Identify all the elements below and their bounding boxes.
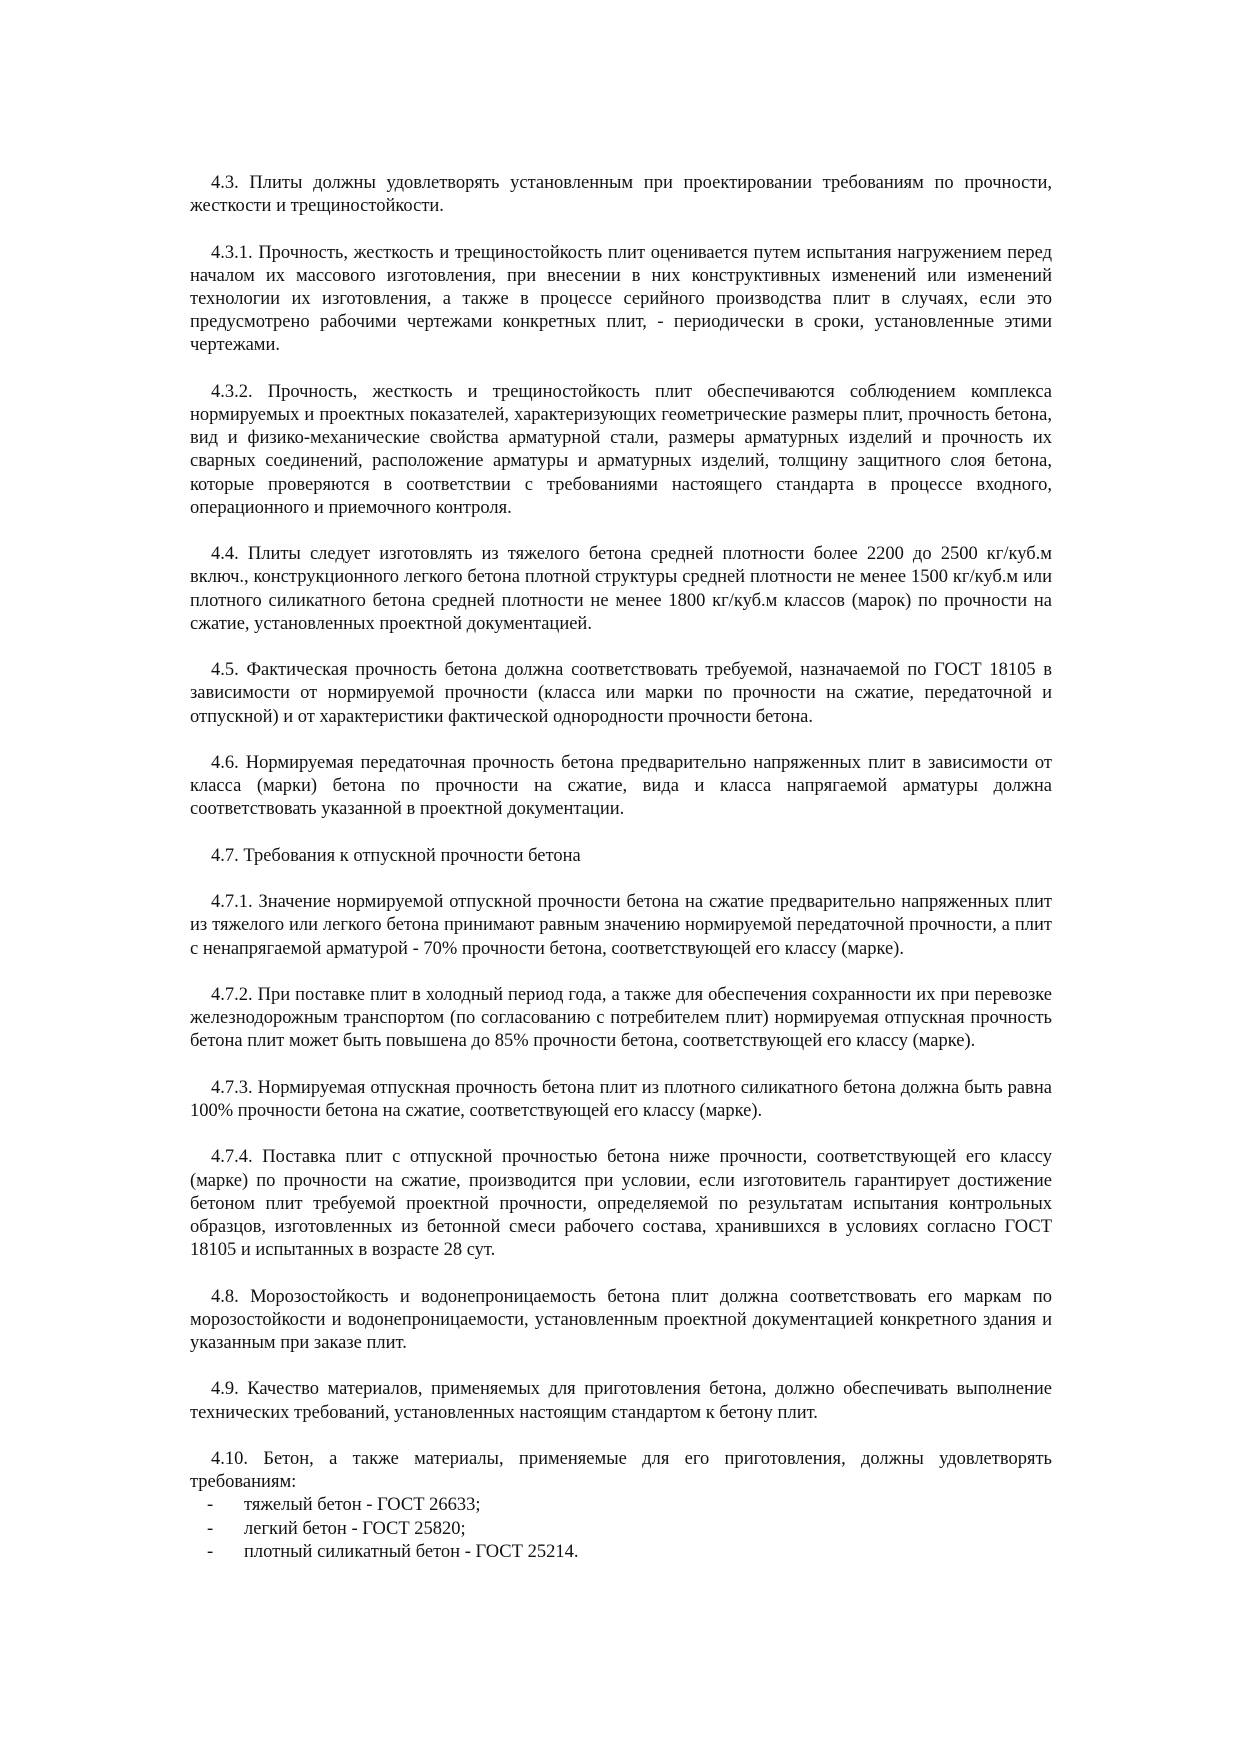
- paragraph-4-7-4: 4.7.4. Поставка плит с отпускной прочностью бетона ниже прочности, соответствующей его классу (марке) по прочности на сжатие, производится при условии, если изготовитель гарантирует достижение бетоном плит требуемой проектной прочности, определяемой по результатам испытания контрольных образцов, изготовленных из бетонной смеси рабочего состава, хранившихся в условиях согласно ГОСТ 18105 и испытанных в возрасте 28 сут.: [190, 1147, 1052, 1261]
- paragraph-4-5: 4.5. Фактическая прочность бетона должна соответствовать требуемой, назначаемой по ГОСТ 18105 в зависимости от нормируемой прочности (класса или марки по прочности на сжатие, передаточной и отпускной) и от характеристики фактической однородности прочности бетона.: [190, 660, 1052, 727]
- paragraph-4-4: 4.4. Плиты следует изготовлять из тяжелого бетона средней плотности более 2200 до 2500 кг/куб.м включ., конструкционного легкого бетона плотной структуры средней плотности не менее 1500 кг/куб.м или плотного силикатного бетона средней плотности не менее 1800 кг/куб.м классов (марок) по прочности на сжатие, установленных проектной документацией.: [190, 544, 1052, 634]
- list-item: [190, 1518, 1052, 1541]
- list-item: [190, 1494, 1052, 1517]
- paragraph-4-7-2: 4.7.2. При поставке плит в холодный период года, а также для обеспечения сохранности их при перевозке железнодорожным транспортом (по согласованию с потребителем плит) нормируемая отпускная прочность бетона плит может быть повышена до 85% прочности бетона, соответствующей его классу (марке).: [190, 984, 1052, 1052]
- list-item-text: плотный силикатный бетон - ГОСТ 25214.: [244, 1541, 579, 1562]
- paragraph-4-7-1: 4.7.1. Значение нормируемой отпускной прочности бетона на сжатие предварительно напряженных плит из тяжелого или легкого бетона принимают равным значению нормируемой передаточной прочности, а плит с ненапрягаемой арматурой - 70% прочности бетона, соответствующей его классу (марке).: [190, 892, 1052, 959]
- list-dash: -: [207, 1495, 214, 1516]
- paragraph-4-6: 4.6. Нормируемая передаточная прочность бетона предварительно напряженных плит в зависимости от класса (марки) бетона по прочности на сжатие, вида и класса напрягаемой арматуры должна соответствовать указанной в проектной документации.: [190, 753, 1052, 820]
- list-dash: -: [207, 1518, 214, 1539]
- list-item: [190, 1541, 1052, 1564]
- paragraph-4-7-3: 4.7.3. Нормируемая отпускная прочность бетона плит из плотного силикатного бетона должна быть равна 100% прочности бетона на сжатие, соответствующей его классу (марке).: [190, 1077, 1052, 1121]
- list-item-text: тяжелый бетон - ГОСТ 26633;: [244, 1495, 481, 1516]
- paragraph-4-3-1: 4.3.1. Прочность, жесткость и трещиностойкость плит оценивается путем испытания нагружением перед началом их массового изготовления, при внесении в них конструктивных изменений или изменений технологии их изготовления, а также в процессе серийного производства плит в случаях, если это предусмотрено рабочими чертежами конкретных плит, - периодически в сроки, установленные этими чертежами.: [190, 242, 1052, 356]
- paragraph-4-9: 4.9. Качество материалов, применяемых для приготовления бетона, должно обеспечивать выполнение технических требований, установленных настоящим стандартом к бетону плит.: [190, 1379, 1052, 1423]
- list-item-text: легкий бетон - ГОСТ 25820;: [244, 1518, 466, 1539]
- paragraph-4-7: 4.7. Требования к отпускной прочности бетона: [211, 845, 581, 866]
- paragraph-4-3: 4.3. Плиты должны удовлетворять установленным при проектировании требованиям по прочности, жесткости и трещиностойкости.: [190, 173, 1052, 217]
- paragraph-4-3-2: 4.3.2. Прочность, жесткость и трещиностойкость плит обеспечиваются соблюдением комплекса нормируемых и проектных показателей, характеризующих геометрические размеры плит, прочность бетона, вид и физико-механические свойства арматурной стали, размеры арматурных изделий и прочность их сварных соединений, расположение арматуры и арматурных изделий, толщину защитного слоя бетона, которые проверяются в соответствии с требованиями настоящего стандарта в процессе входного, операционного и приемочного контроля.: [190, 381, 1052, 518]
- document-page: [190, 172, 1052, 1564]
- requirements-list: [190, 1494, 1052, 1564]
- list-dash: -: [207, 1541, 214, 1562]
- paragraph-4-8: 4.8. Морозостойкость и водонепроницаемость бетона плит должна соответствовать его маркам по морозостойкости и водонепроницаемости, установленным проектной документацией конкретного здания и указанным при заказе плит.: [190, 1286, 1052, 1353]
- paragraph-4-10: 4.10. Бетон, а также материалы, применяемые для его приготовления, должны удовлетворять требованиям:: [190, 1448, 1052, 1493]
